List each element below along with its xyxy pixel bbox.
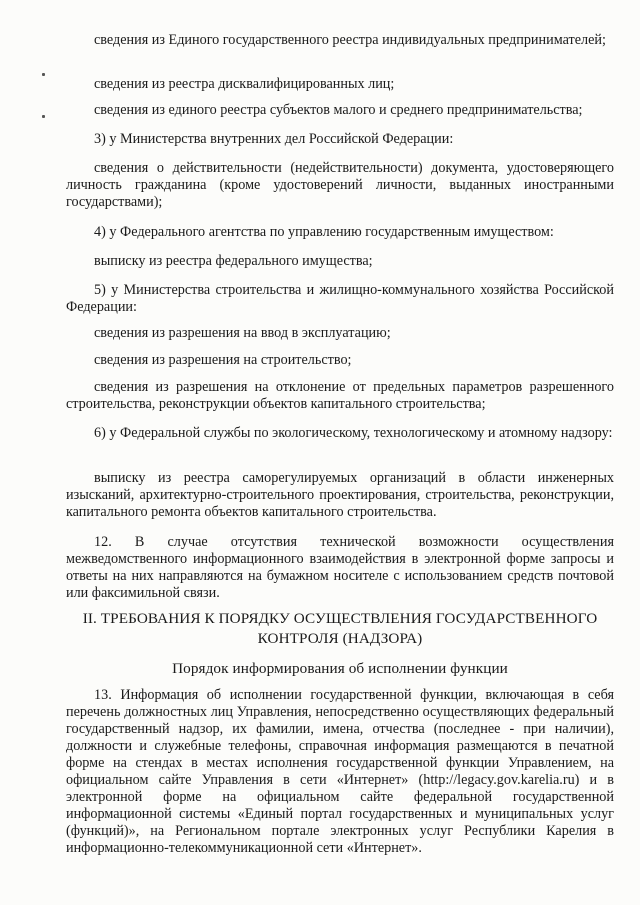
paragraph-disqualified: сведения из реестра дисквалифицированных лиц;: [94, 76, 395, 92]
paragraph-egrip: сведения из Единого государственного реестра индивидуальных предпринимателей;: [94, 32, 606, 48]
paragraph-rostekhnadzor: 6) у Федеральной службы по экологическому, технологическому и атомному надзору:: [94, 425, 613, 441]
subsection-title: Порядок информирования об исполнении функции: [172, 660, 508, 677]
section-title: II. ТРЕБОВАНИЯ К ПОРЯДКУ ОСУЩЕСТВЛЕНИЯ ГОСУДАРСТВЕННОГО КОНТРОЛЯ (НАДЗОРА): [82, 610, 598, 647]
paragraph-federal-property: выписку из реестра федерального имущества;: [94, 253, 373, 269]
paragraph-construction-permit: сведения из разрешения на строительство;: [94, 352, 352, 368]
paragraph-sme-registry: сведения из единого реестра субъектов малого и среднего предпринимательства;: [94, 102, 583, 118]
paragraph-sro-registry: выписку из реестра саморегулируемых организаций в области инженерных изысканий, архитектурно-строительного проектирования, строительства, реконструкции, капитального ремонта объектов капитального строительства.: [66, 470, 614, 520]
paragraph-13: 13. Информация об исполнении государственной функции, включающая в себя перечень должностных лиц Управления, непосредственно осуществляющих федеральный государственный надзор, их фамилии, имена, отчества (последнее - при наличии), должности и служебные телефоны, справочная информация размещаются в печатной форме на стендах в местах исполнения государственной функции Управлением, на официальном сайте Управления в сети «Интернет» (http://legacy.gov.karelia.ru) и в электронной форме на официальном сайте федеральной государственной информационной системы «Единый портал государственных и муниципальных услуг (функций)», на Региональном портале электронных услуг Республики Карелия в информационно-телекоммуникационной сети «Интернет».: [66, 687, 614, 856]
paragraph-minstroy: 5) у Министерства строительства и жилищно-коммунального хозяйства Российской Федерации:: [66, 282, 614, 315]
scan-speck: [42, 115, 45, 118]
paragraph-commissioning-permit: сведения из разрешения на ввод в эксплуатацию;: [94, 325, 391, 341]
scan-speck: [42, 73, 45, 76]
paragraph-mvd: 3) у Министерства внутренних дел Российской Федерации:: [94, 131, 454, 147]
paragraph-identity-document: сведения о действительности (недействительности) документа, удостоверяющего личность гражданина (кроме удостоверений личности, выданных иностранными государствами);: [66, 160, 614, 210]
paragraph-12: 12. В случае отсутствия технической возможности осуществления межведомственного информационного взаимодействия в электронной форме запросы и ответы на них направляются на бумажном носителе с использованием средств почтовой или факсимильной связи.: [66, 534, 614, 601]
paragraph-rosimushchestvo: 4) у Федерального агентства по управлению государственным имуществом:: [94, 224, 554, 240]
paragraph-deviation-permit: сведения из разрешения на отклонение от предельных параметров разрешенного строительства, реконструкции объектов капитального строительства;: [66, 379, 614, 412]
